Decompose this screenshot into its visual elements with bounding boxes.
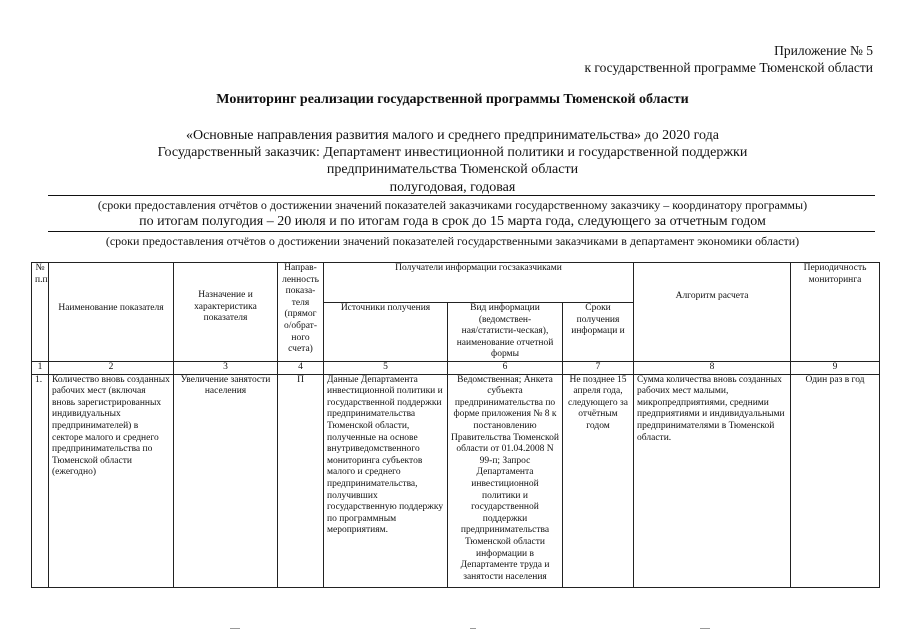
header-purpose: Назначение и характеристика показателя — [174, 263, 278, 362]
row-info-type: Ведомственная; Анкета субъекта предпринимательства по форме приложения № 8 к постановлению Правительства Тюменской области от 01.04.2008 N 99-п; Запрос Департамента инвестиционной политики и государственной поддержки предпринимательства Тюменской области информации в Департаменте труда и занятости населения — [448, 374, 563, 587]
column-number: 1 — [32, 362, 49, 375]
row-algorithm: Сумма количества вновь созданных рабочих мест малыми, микропредприятиями, средними предприятиями и индивидуальными предпринимателями в Тюменской области. — [634, 374, 791, 587]
table-row — [32, 374, 880, 587]
header-sources: Источники получения — [324, 303, 448, 362]
column-number: 4 — [278, 362, 324, 375]
document-title: Мониторинг реализации государственной программы Тюменской области — [216, 92, 689, 107]
customer-line-1: Государственный заказчик: Департамент инвестиционной политики и государственной поддержки — [157, 145, 748, 160]
appendix-line-2: к государственной программе Тюменской области — [584, 60, 873, 75]
scan-artifact — [470, 628, 476, 629]
note-deadlines-economy: (сроки предоставления отчётов о достижении значений показателей государственными заказчиками в департамент экономики области) — [105, 234, 800, 248]
scan-artifact — [700, 628, 710, 629]
row-purpose: Увеличение занятости населения — [174, 374, 278, 587]
scan-artifact — [230, 628, 240, 629]
header-name: Наименование показателя — [49, 263, 174, 362]
program-name: «Основные направления развития малого и среднего предпринимательства» до 2020 года — [185, 128, 719, 143]
note-report-deadlines: по итогам полугодия – 20 июля и по итогам года в срок до 15 марта года, следующего за отчетным годом — [139, 214, 766, 229]
column-number: 9 — [791, 362, 880, 375]
column-number: 2 — [49, 362, 174, 375]
row-periodicity: Один раз в год — [791, 374, 880, 587]
header-algorithm: Алгоритм расчета — [634, 263, 791, 362]
row-direction: П — [278, 374, 324, 587]
divider-line — [48, 195, 875, 196]
column-number: 8 — [634, 362, 791, 375]
monitoring-table — [31, 262, 880, 588]
column-number: 3 — [174, 362, 278, 375]
customer-line-2: предпринимательства Тюменской области — [326, 162, 579, 177]
column-number: 6 — [448, 362, 563, 375]
header-periodicity: Периодичность мониторинга — [791, 263, 880, 362]
header-direction: Направ- ленность показа- теля (прямог о/обрат- ного счета) — [278, 263, 324, 362]
note-deadlines-coordinator: (сроки предоставления отчётов о достижении значений показателей заказчиками государственному заказчику – координатору программы) — [97, 198, 808, 212]
appendix-line-1: Приложение № 5 — [774, 43, 873, 58]
header-deadlines: Сроки получения информаци и — [563, 303, 634, 362]
header-info-type: Вид информации (ведомствен- ная/статисти-ческая), наименование отчетной формы — [448, 303, 563, 362]
row-sources: Данные Департамента инвестиционной политики и государственной поддержки предпринимательства Тюменской области, полученные на основе внутриведомственного мониторинга субъектов малого и среднего предпринимательства, получивших государственную поддержку по программным мероприятиям. — [324, 374, 448, 587]
row-deadlines: Не позднее 15 апреля года, следующего за отчётным годом — [563, 374, 634, 587]
periodicity-text: полугодовая, годовая — [389, 180, 516, 195]
divider-line — [48, 231, 875, 232]
column-number: 7 — [563, 362, 634, 375]
row-num: 1. — [32, 374, 49, 587]
header-num: № п.п — [32, 263, 49, 362]
row-name: Количество вновь созданных рабочих мест (включая вновь зарегистрированных индивидуальных предпринимателей) в секторе малого и среднего предпринимательства по Тюменской области (ежегодно) — [49, 374, 174, 587]
header-recipients: Получатели информации госзаказчиками — [324, 263, 634, 303]
column-number: 5 — [324, 362, 448, 375]
